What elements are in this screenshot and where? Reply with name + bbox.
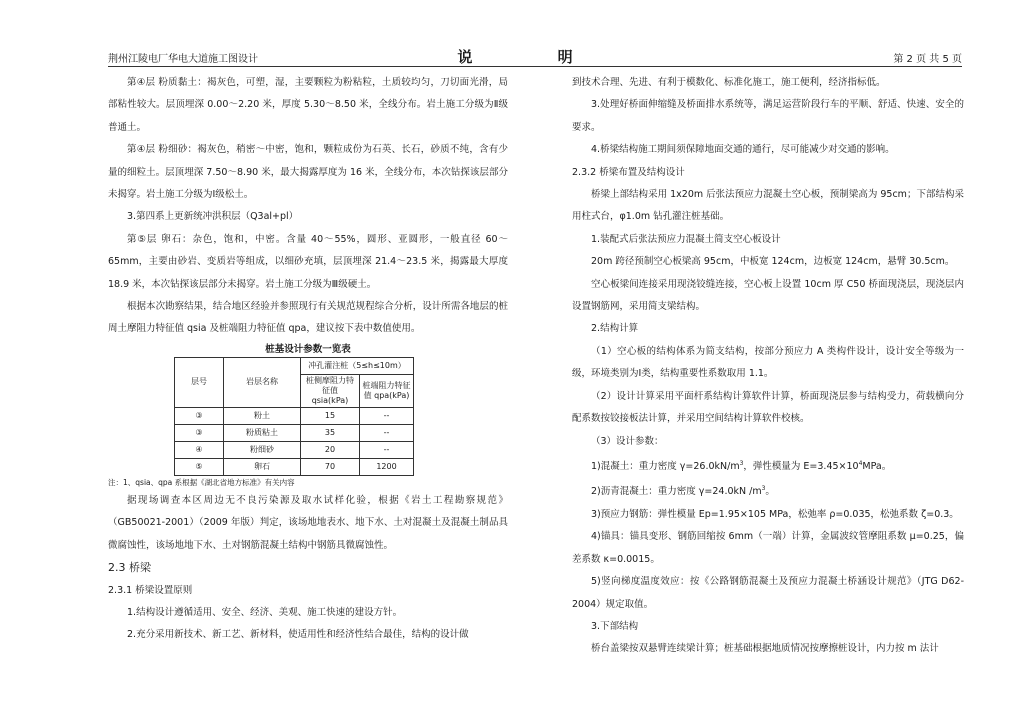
paragraph: 第④层 粉细砂：褐灰色，稍密～中密，饱和，颗粒成份为石英、长石，砂质不纯，含有少量的细粒土。层顶埋深 7.50～8.90 米，最大揭露厚度为 16 米，全线分布，本次钻探该层部分未揭穿。岩土施工分级为Ⅰ级松土。 [108,144,508,201]
paragraph: （2）设计计算采用平面杆系结构计算软件计算，桥面现浇层参与结构受力，荷载横向分配系数按铰接板法计算，并采用空间结构计算软件校核。 [572,390,964,425]
page-header [108,48,962,66]
paragraph: 5)竖向梯度温度效应：按《公路钢筋混凝土及预应力混凝土桥涵设计规范》（JTG D62-2004）规定取值。 [572,576,964,610]
paragraph: （3）设计参数： [591,435,664,447]
section-heading: 2.3 桥梁 [108,561,151,575]
page-number: 第 2 页 共 5 页 [893,54,962,65]
text-run: ，弹性模量为 E=3.45×10 [743,461,859,473]
page-title: 说 明 [457,48,613,66]
paragraph: 3.下部结构 [591,621,639,633]
subsection-heading: 2.3.1 桥梁设置原则 [108,584,193,596]
cell-layer: ③ [175,424,224,441]
paragraph: 到技术合理、先进、有利于模数化、标准化施工，施工便利，经济指标低。 [572,77,886,88]
subsection-heading: 2.3.2 桥梁布置及结构设计 [572,166,685,178]
header-divider [108,66,962,67]
text-run: 2)沥青混凝土：重力密度 γ=24.0kN /m [591,486,762,498]
paragraph [572,453,964,479]
table-row [175,458,414,475]
cell-soil: 粉质粘土 [224,424,301,441]
cell-soil: 粉细砂 [224,441,301,458]
paragraph: （1）空心板的结构体系为简支结构，按部分预应力 A 类构件设计，设计安全等级为一级，环境类别为Ⅰ类，结构重要性系数取用 1.1。 [572,345,964,380]
paragraph [572,478,964,504]
paragraph: 2.充分采用新技术、新工艺、新材料，使适用性和经济性结合最佳，结构的设计做 [127,629,469,641]
th-soil: 岩层名称 [224,357,301,407]
th-layer: 层号 [175,357,224,407]
table-note: 注：1、qsia、qpa 系根据《湖北省地方标准》有关内容 [108,477,295,487]
table-caption: 桩基设计参数一览表 [265,343,351,355]
superscript: 3 [761,485,766,493]
paragraph: 据现场调查本区周边无不良污染源及取水试样化验，根据《岩土工程勘察规范》（GB50021-2001）（2009 年版）判定，该场地地表水、地下水、土对混凝土及混凝土制品具微腐蚀性，该场地地下水、土对钢筋混凝土结构中钢筋具微腐蚀性。 [108,494,508,551]
paragraph: 桥梁上部结构采用 1x20m 后张法预应力混凝土空心板，预制梁高为 95cm；下部结构采用柱式台，φ1.0m 钻孔灌注桩基础。 [572,189,964,223]
paragraph: 根据本次勘察结果，结合地区经验并参照现行有关规范规程综合分析，设计所需各地层的桩周土摩阻力特征值 qsia 及桩端阻力特征值 qpa，建议按下表中数值使用。 [108,301,508,335]
paragraph: 2.结构计算 [591,323,639,335]
text-run: 。 [765,486,775,498]
paragraph: 1.结构设计遵循适用、安全、经济、美观、施工快速的建设方针。 [127,606,403,618]
project-title: 荆州江陵电厂华电大道施工图设计 [108,54,258,65]
paragraph: 空心板梁间连接采用现浇铰缝连接，空心板上设置 10cm 厚 C50 桥面现浇层，现浇层内设置钢筋网，采用简支梁结构。 [572,278,964,313]
text-run: MPa。 [862,461,892,473]
paragraph: 桥台盖梁按双悬臂连续梁计算；桩基础根据地质情况按摩擦桩设计，内力按 m 法计 [591,643,939,655]
table-row [175,407,414,424]
th-qsia: 桩侧摩阻力特征值 qsia(kPa) [301,374,360,407]
paragraph: 1.装配式后张法预应力混凝土简支空心板设计 [591,233,781,245]
paragraph: 3.第四系上更新统冲洪积层（Q3al+pl） [127,211,299,223]
paragraph: 3)预应力钢筋：弹性模量 Ep=1.95×105 MPa，松弛率 ρ=0.035，松弛系数 ζ=0.3。 [591,509,959,521]
th-group: 冲孔灌注桩（5≤h≤10m） [301,357,414,374]
cell-layer: ③ [175,407,224,424]
cell-layer: ④ [175,441,224,458]
cell-qsia: 70 [301,458,360,475]
paragraph: 第⑤层 卵石：杂色，饱和，中密。含量 40～55%，圆形、亚圆形，一般直径 60～65mm，主要由砂岩、变质岩等组成，以细砂充填，层顶埋深 21.4～23.5 米，揭露最大厚度 18.9 米，本次钻探该层部分未揭穿。岩土施工分级为Ⅲ级硬土。 [108,233,508,290]
paragraph: 第④层 粉质黏土：褐灰色，可塑，湿，主要颗粒为粉粘粒，土质较均匀，刀切面光滑，局部粘性较大。层顶埋深 0.00～2.20 米，厚度 5.30～8.50 米，全线分布。岩土施工分级为Ⅱ级普通土。 [108,77,508,133]
cell-soil: 粉土 [224,407,301,424]
paragraph: 3.处理好桥面伸缩缝及桥面排水系统等，满足运营阶段行车的平顺、舒适、快速、安全的要求。 [572,99,964,133]
text-run: 1)混凝土：重力密度 γ=26.0kN/m [591,461,740,473]
cell-qsia: 15 [301,407,360,424]
pile-parameter-table [174,357,414,476]
cell-qsia: 35 [301,424,360,441]
left-column [108,72,508,647]
superscript: 3 [739,459,744,467]
cell-qsia: 20 [301,441,360,458]
cell-qpa: 1200 [360,458,414,475]
cell-qpa: -- [360,441,414,458]
paragraph: 4)锚具：锚具变形、钢筋回缩按 6mm（一端）计算，金属波纹管摩阻系数 μ=0.25，偏差系数 κ=0.0015。 [572,531,964,565]
cell-qpa: -- [360,424,414,441]
table-row [175,424,414,441]
table-header-row [175,357,414,374]
right-column [572,72,964,661]
cell-soil: 卵石 [224,458,301,475]
superscript: 4 [858,459,863,467]
cell-layer: ⑤ [175,458,224,475]
paragraph: 4.桥梁结构施工期间须保障地面交通的通行，尽可能减少对交通的影响。 [591,144,895,156]
cell-qpa: -- [360,407,414,424]
paragraph: 20m 跨径预制空心板梁高 95cm，中板宽 124cm，边板宽 124cm，悬臂 30.5cm。 [591,256,955,268]
table-row [175,441,414,458]
th-qpa: 桩端阻力特征值 qpa(kPa) [360,374,414,407]
